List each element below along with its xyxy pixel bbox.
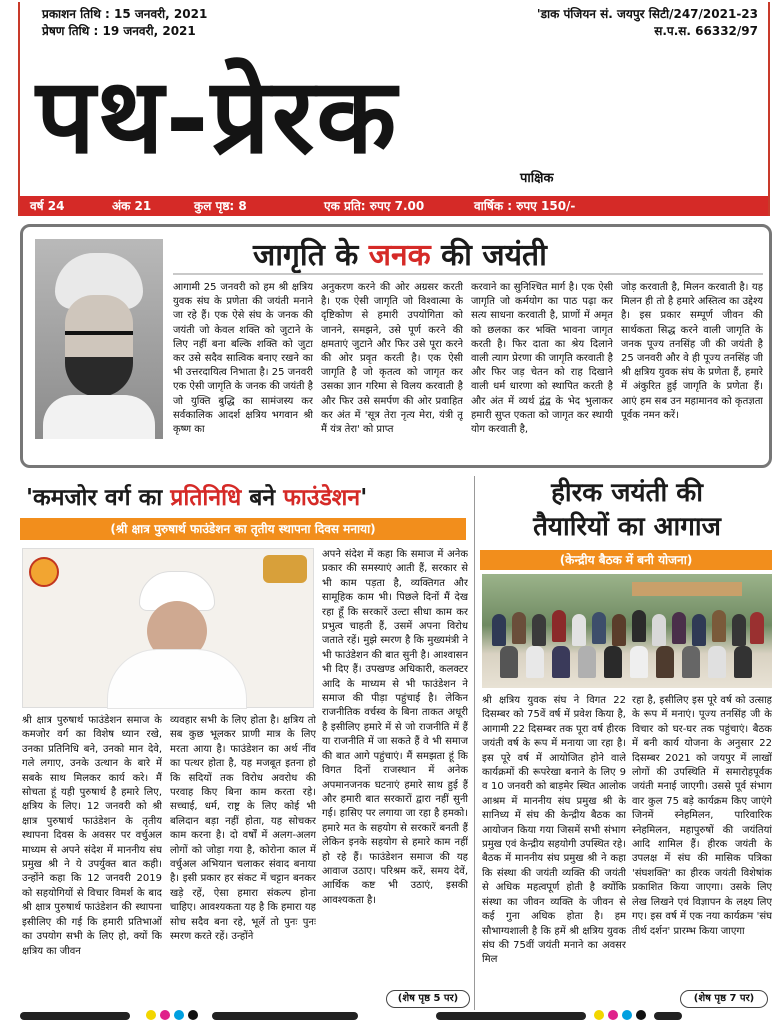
story2-column-3: अपने संदेश में कहा कि समाज में अनेक प्रकार की समस्याएं आती हैं, सरकार से भी काम पड़ता है, व्यक्तिगत और सामूहिक काम भी। पिछले दिनों मैं देख रहा हूँ कि सरकारें उल्टा सीधा काम कर प्रभुत्व चाहती हैं, उसमें अपना विरोध जताते रहें। मुझे स्मरण है कि मुख्यमंत्री ने भी फाउंडेशन की बात सुनी है। आश्वासन भी दिए हैं। उपखण्ड अधिकारी, कलक्टर आदि के माध्यम से भी फाउंडेशन ने समाज की पीड़ा पहुंचाई है। लेकिन राजनीतिक वर्चस्व के बिना ताकत अधूरी है इसीलिए हमारे में से जो राजनीति में हैं या राजनीति में जा सकते हैं वे भी समाज की बात आगे पहुंचाएं। मैं समझता हूं कि विगत दिनों राजस्थान में अनेक अपमानजनक घटनाएं हमारे साथ हुई हैं और हमारी बात सरकारों द्वारा नहीं सुनी गई। हासिए पर लगाया जा रहा है हमको। हमारे मत के सहयोग से सरकारें बनती हैं लेकिन इनके सहयोग से हमारे काम नहीं हो रहे हैं। फाउंडेशन समाज की यह आवाज उठाए। परिश्रम करें, समय देवें, आर्थिक कष्ट भी उठाएं, इसकी आवश्यकता है। [322, 549, 468, 906]
registration-dot [636, 1010, 646, 1020]
issue-pages: कुल पृष्ठ: 8 [194, 199, 247, 213]
story1-column-3: करवाने का सुनिश्चित मार्ग है। एक ऐसी जागृति जो कर्मयोग का पाठ पढ़ा कर सत्य साधना करवाती है, प्राणों में अमृत को छलका कर भक्ति भावना जागृत करती है। फिर दाता का श्रेय दिलाने वाली त्याग प्रेरणा की जागृति करवाती है और फिर जड़ चेतन को राह दिखाने वाली धर्म धारणा को स्थापित करती है और अंत में व्यर्थ द्वंद्व के भेद भुलाकर हमारी सुप्त एकता को जागृत कर स्थायी योग करवाती है, [471, 282, 613, 436]
story2-headline [26, 480, 367, 512]
story3-subhead: (केन्द्रीय बैठक में बनी योजना) [480, 550, 772, 570]
dispatch-date: प्रेषण तिथि : 19 जनवरी, 2021 [42, 24, 196, 38]
story1-column-2: अनुकरण करने की ओर अग्रसर करती है। एक ऐसी जागृति जो विश्वात्मा के दृष्टिकोण से हमारी उपयोगिता को जानने, समझने, उसे पूर्ण करने की क्षमताएं जुटाने और फिर उसे पूरा करने की ओर प्रवृत करती है। एक ऐसी जागृति है जो कृतत्व को जागृत कर उसका ज्ञान गरिमा से विलय करवाती है और फिर उसे समर्पण की ओर प्रवाहित कर अंत में 'सूत्र तेरा नृत्य मेरा, यंत्री तू मैं यंत्र तेरा' को प्राप्त [321, 282, 463, 436]
story3-column-1: श्री क्षत्रिय युवक संघ ने विगत 22 दिसम्बर को 75वें वर्ष में प्रवेश किया है, आगामी 22 दिसम्बर तक पूरा वर्ष हीरक जयंती वर्ष के रूप में मनाया जा रहा है। इस पूरे वर्ष में आयोजित होने वाले कार्यक्रमों की रूपरेखा बनाने के लिए 9 व 10 जनवरी को बाड़मेर स्थित आलोक आश्रम में माननीय संघ प्रमुख श्री के सानिध्य में संघ की केन्द्रीय बैठक का आयोजन किया गया जिसमें सभी संभाग प्रमुख एवं केन्द्रीय सहयोगी उपस्थित रहे। बैठक में माननीय संघ प्रमुख श्री ने कहा कि संस्था की जयंती व्यक्ति की जयंती से अधिक महत्वपूर्ण होती है क्योंकि संस्था का जीवन व्यक्ति के जीवन से कई गुना अधिक होता है। हम सौभाग्यशाली है कि हमें श्री क्षत्रिय युवक संघ की 75वीं जयंती मनाने का अवसर मिल [482, 695, 626, 966]
registration-dot [622, 1010, 632, 1020]
registration-bar [436, 1012, 586, 1020]
story3-continued: (शेष पृष्ठ 7 पर) [680, 990, 768, 1008]
postal-registration: 'डाक पंजियन सं. जयपुर सिटी/247/2021-23 [536, 7, 758, 21]
story1-headline-accent: जनक [368, 238, 431, 273]
issue-single-price: एक प्रति: रुपए 7.00 [324, 199, 425, 213]
story2-column-1: श्री क्षात्र पुरुषार्थ फाउंडेशन समाज के कमजोर वर्ग का विशेष ध्यान रखे, उनका प्रतिनिधि बने, उनको मान देवे, गले लगाए, उनके उत्थान के बारे में सबके साथ मिलकर कार्य करे। मैं सोचता हूं यही पुरुषार्थ है हमारे लिए, क्षत्रिय के लिए। 12 जनवरी को श्री क्षात्र पुरुषार्थ फाउंडेशन के तृतीय स्थापना दिवस के अवसर पर वर्चुअल माध्यम से अपने संदेश में माननीय संघ प्रमुख श्री ने ये उपर्युक्त बात कही। उन्होंने कहा कि 12 जनवरी 2019 को सहयोगियों से विचार विमर्श के बाद श्री क्षात्र पुरुषार्थ फाउंडेशन की स्थापना इसीलिए की गई कि हमारी प्रतिभाओं का उपयोग सभी के लिए हो, क्यों कि क्षत्रिय का जीवन [22, 715, 162, 957]
registration-dot [188, 1010, 198, 1020]
story2-headline-accent: फाउंडेशन [283, 484, 361, 511]
publish-date: प्रकाशन तिथि : 15 जनवरी, 2021 [42, 7, 208, 21]
elder-photo [22, 548, 314, 708]
story-jayanti-box [20, 224, 772, 468]
story2-headline-accent: प्रतिनिधि [170, 484, 242, 511]
story1-headline-part: की जयंती [430, 238, 547, 273]
story3-headline-line: हीरक जयंती की [551, 478, 703, 508]
registration-bar [20, 1012, 130, 1020]
newspaper-title: पथ-प्रेरक [36, 56, 399, 176]
newspaper-frequency: पाक्षिक [520, 171, 554, 186]
story3-column-2: रहा है, इसीलिए इस पूरे वर्ष को उत्साह के रूप में मनाएं। पूज्य तनसिंह जी के विचार को घर-घर तक पहुंचाएं। बैठक में बनी कार्य योजना के अनुसार 22 दिसम्बर 2021 को जयपुर में लाखों लोगों की उपस्थिति में समारोहपूर्वक जयंती मनाई जाएगी। उससे पूर्व संभाग वार कुल 75 बड़े कार्यक्रम किए जाएंगे जिनमें स्नेहमिलन, पारिवारिक स्नेहमिलन, महापुरुषों की जयंतियां आदि शामिल हैं। हीरक जयंती के उपलक्ष में संघ की मासिक पत्रिका 'संघशक्ति' का हीरक जयंती विशेषांक प्रकाशित किया जाएगा। उसके लिए लेख लिखने एवं विज्ञापन के लक्ष्य लिए गए। इस वर्ष में एक नया कार्यक्रम 'संघ तीर्थ दर्शन' प्रारम्भ किया जाएगा [632, 695, 772, 937]
registration-dot [594, 1010, 604, 1020]
masthead-postal [537, 6, 758, 40]
registration-dot [160, 1010, 170, 1020]
issue-year: वर्ष 24 [30, 199, 65, 213]
sps-number: स.प.स. 66332/97 [654, 24, 758, 38]
story2-headline-part: ' [360, 484, 368, 511]
issue-info-bar [20, 196, 768, 216]
masthead-meta [18, 4, 768, 52]
issue-annual-price: वार्षिक : रुपए 150/- [474, 199, 576, 213]
issue-number: अंक 21 [112, 199, 152, 213]
divider [173, 273, 763, 275]
portrait-photo [35, 239, 163, 439]
divider [474, 476, 475, 1010]
story1-headline [253, 233, 547, 274]
registration-bar [654, 1012, 682, 1020]
story1-column-1: आगामी 25 जनवरी को हम श्री क्षत्रिय युवक संघ के प्रणेता की जयंती मनाने जा रहे हैं। एक ऐसे संघ के जनक की जयंती जो केवल शक्ति को जुटाने के लिए नहीं बना बल्कि शक्ति को जुटा कर उसे सदैव सात्विक बनाए रखने का भी उत्तरदायित्व निभाता है। 25 जनवरी एक ऐसी जागृति के जनक की जयंती है जो युक्ति बुद्धि का सामंजस्य कर सर्वकालिक आदर्श क्षत्रिय भगवान श्री कृष्ण का [173, 282, 313, 436]
story1-headline-part: जागृति के [253, 238, 369, 273]
registration-dot [146, 1010, 156, 1020]
registration-dot [174, 1010, 184, 1020]
group-photo [482, 574, 772, 688]
story3-headline-line: तैयारियों का आगाज [533, 512, 721, 542]
jubilee-75-logo-icon [263, 555, 307, 583]
masthead-dates [42, 6, 207, 40]
foundation-logo-icon [29, 557, 59, 587]
story2-headline-part: बने [241, 484, 284, 511]
story2-subhead: (श्री क्षात्र पुरुषार्थ फाउंडेशन का तृतीय स्थापना दिवस मनाया) [20, 518, 466, 540]
registration-bar [212, 1012, 358, 1020]
story1-column-4: जोड़ करवाती है, मिलन करवाती है। यह मिलन ही तो है हमारे अस्तित्व का उद्देश्य है। इस प्रकार सम्पूर्ण जीवन की सार्थकता सिद्ध करने वाली जागृति के जनक पूज्य तनसिंह जी की जयंती है 25 जनवरी और वे ही पूज्य तनसिंह जी श्री क्षत्रिय युवक संघ के प्रणेता हैं, हमारे में अंकुरित हुई जागृति के प्रणेता हैं। आएं हम सब उन महामानव को कृतज्ञता पूर्वक नमन करें। [621, 282, 763, 421]
story2-column-2: व्यवहार सभी के लिए होता है। क्षत्रिय तो सब कुछ भूलकर प्राणी मात्र के लिए मरता आया है। फाउंडेशन का अर्थ नींव का पत्थर होता है, यह मजबूत इतना हो कि सदियों तक विरोध अवरोध की परवाह किए बिना काम करता रहे। सच्चाई, धर्म, राष्ट्र के लिए कोई भी बलिदान बड़ा नहीं होता, यह सोचकर काम करना है। दो वर्षों में अलग-अलग लोगों को जोड़ा गया है, कोरोना काल में वर्चुअल अभियान चलाकर संवाद बनाया है। इसी प्रकार हर संकट में चट्टान बनकर खड़े रहें, ऐसा हमारा संकल्प होना चाहिए। आवश्यकता यह है कि हमारा यह सोच सदैव बना रहे, भूलें तो पुनः पुनः स्मरण करते रहें। उन्होंने [170, 715, 316, 943]
story3-headline [478, 476, 776, 544]
story2-continued: (शेष पृष्ठ 5 पर) [386, 990, 470, 1008]
story2-headline-part: 'कमजोर वर्ग का [26, 484, 171, 511]
registration-dot [608, 1010, 618, 1020]
